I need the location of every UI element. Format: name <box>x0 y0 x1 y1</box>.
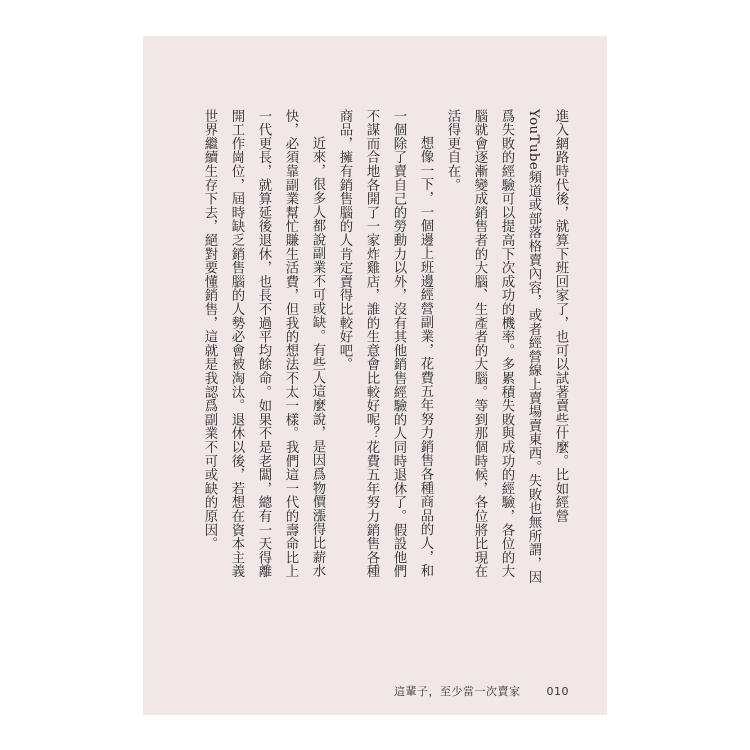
page-number: 010 <box>546 684 569 698</box>
paragraph-3: 近來，很多人都說副業不可或缺。有些人這麼說，是因爲物價漲得比薪水 快，必須靠副業幫忙賺生活費，但我的想法不太一樣。我們這一代的壽命比上 一代更長，就算延後退休，也長不過平均餘命。如果不是老闆，總有一天得離 開工作崗位，屆時缺乏銷售腦的人勢必會被淘汰。退休以後，若想在資本主義 世界繼續生存下去，絕對要懂銷售，這就是我認爲副業不可或缺的原因。 <box>202 109 325 579</box>
vertical-text-body <box>196 109 574 634</box>
page-footer <box>394 683 569 699</box>
paragraph-1: 進入網路時代後，就算下班回家了，也可以試著賣些什麼。比如經營 YouTube頻道或部落格賣內容，或者經營線上賣場賣東西。失敗也無所謂，因 爲失敗的經驗可以提高下次成功的機率。多累積失敗與成功的經驗，各位的大 腦就會逐漸變成銷售者的大腦、生產者的大腦。等到那個時候，各位將比現在 活得更自在。 <box>445 109 568 585</box>
running-title: 這輩子，至少當一次賣家 <box>394 685 521 698</box>
book-page <box>143 36 607 715</box>
paragraph-2: 想像一下，一個邊上班邊經營副業，花費五年努力銷售各種商品的人，和 一個除了賣自己的勞動力以外，沒有其他銷售經驗的人同時退休了。假設他們 不謀而合地各開了一家炸雞店，誰的生意會比較好呢？花費五年努力銷售各種 商品，擁有銷售腦的人肯定賣得比較好吧。 <box>337 109 433 579</box>
